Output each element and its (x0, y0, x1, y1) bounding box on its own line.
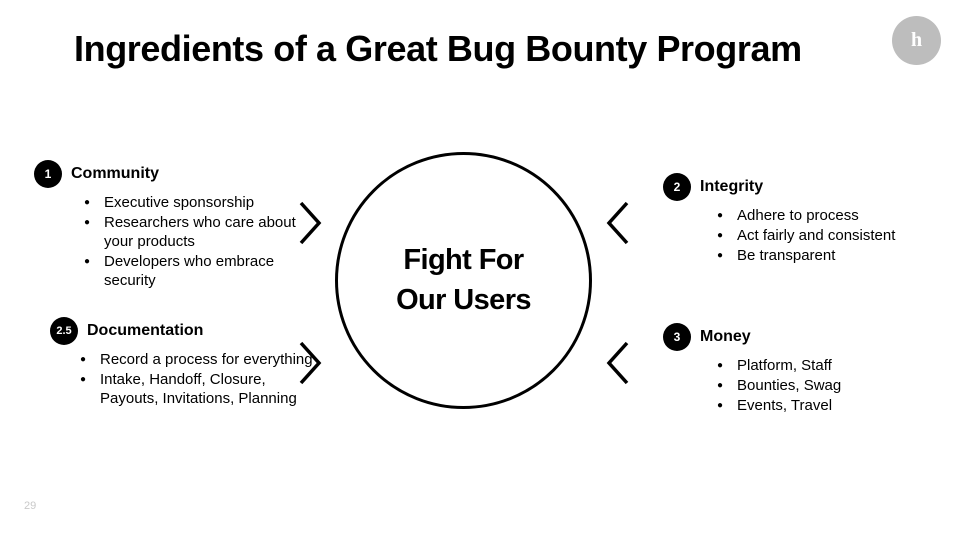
block-header (663, 173, 933, 201)
center-label-line2: Our Users (396, 283, 531, 316)
block-title: Money (700, 328, 751, 345)
block-header (34, 160, 304, 188)
center-label-line1: Fight For (403, 244, 524, 277)
block-header (50, 317, 315, 345)
block-points-list (72, 193, 304, 290)
block-points-list (705, 206, 933, 265)
list-item: ● Intake, Handoff, Closure, Payouts, Invitations, Planning (68, 370, 315, 408)
block-number-badge: 2.5 (50, 317, 78, 345)
logo-badge (892, 16, 941, 65)
chevron-left-icon (604, 200, 630, 246)
list-item: ● Executive sponsorship (72, 193, 304, 212)
block-number-badge: 3 (663, 323, 691, 351)
block-number-badge: 1 (34, 160, 62, 188)
list-item: ● Record a process for everything (68, 350, 315, 369)
block-title: Integrity (700, 178, 764, 195)
block-documentation (50, 317, 315, 409)
block-money (663, 323, 933, 416)
chevron-left-icon (604, 340, 630, 386)
block-points-list (705, 356, 933, 415)
block-title: Community (71, 165, 159, 182)
center-label (335, 152, 592, 409)
page-title: Ingredients of a Great Bug Bounty Program (74, 28, 802, 69)
list-item: ● Developers who embrace security (72, 252, 304, 290)
list-item: ● Adhere to process (705, 206, 933, 225)
block-title: Documentation (87, 322, 204, 339)
list-item: ● Act fairly and consistent (705, 226, 933, 245)
block-points-list (68, 350, 315, 408)
list-item: ● Be transparent (705, 246, 933, 265)
block-number-badge: 2 (663, 173, 691, 201)
list-item: ● Events, Travel (705, 396, 933, 415)
block-community (34, 160, 304, 291)
list-item: ● Platform, Staff (705, 356, 933, 375)
list-item: ● Researchers who care about your products (72, 213, 304, 251)
block-header (663, 323, 933, 351)
list-item: ● Bounties, Swag (705, 376, 933, 395)
logo-text: h (910, 29, 923, 51)
block-integrity (663, 173, 933, 266)
page-number: 29 (24, 500, 37, 512)
